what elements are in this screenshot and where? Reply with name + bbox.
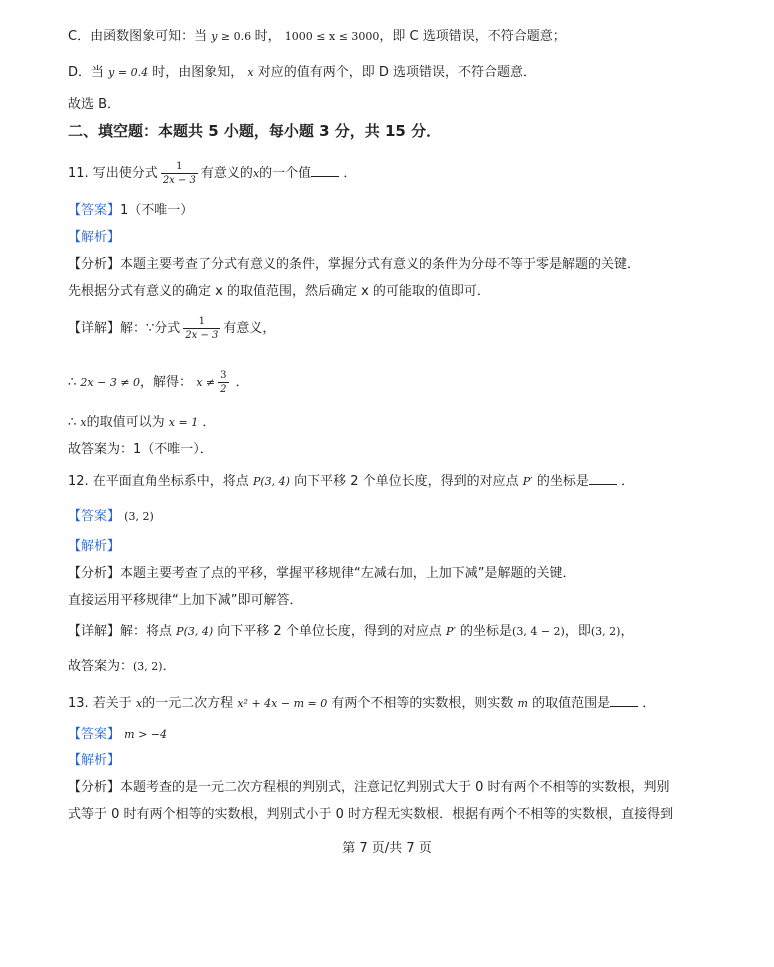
- q13-stem: [68, 694, 655, 713]
- text: 本题主要考查了分式有意义的条件，掌握分式有意义的条件为分母不等于零是解题的关键．: [120, 257, 641, 272]
- fraction-numerator: 1: [198, 316, 206, 327]
- text: 对应的值有两个，即 D 选项错误，不符合题意．: [257, 65, 537, 80]
- q12-analysis-tag: 【解析】: [68, 539, 121, 554]
- math-var: x: [80, 416, 87, 429]
- text: 解：∵分式: [120, 321, 181, 336]
- math-expr: x ≠: [196, 376, 216, 389]
- answer-tag: 【答案】: [68, 727, 121, 742]
- math-expr: ≥ 0.6: [217, 30, 255, 43]
- math-expr: (3, 2): [590, 625, 621, 638]
- text: 的取值范围是: [532, 696, 611, 711]
- q12-detail: [68, 623, 633, 641]
- fenxi-tag: 【分析】: [68, 257, 121, 272]
- math-var: x: [252, 167, 260, 180]
- fraction-denominator: 2x − 3: [162, 175, 196, 186]
- math-var: x: [247, 66, 254, 79]
- text: 的坐标是: [460, 624, 513, 639]
- text: ．: [162, 659, 176, 674]
- answer-value: 1（不唯一）: [120, 203, 194, 218]
- fraction: [218, 369, 228, 396]
- answer-value: m > −4: [124, 728, 168, 741]
- text: ，: [620, 624, 634, 639]
- text: 11. 写出使分式: [68, 166, 158, 181]
- text: 的坐标是: [536, 474, 589, 489]
- math-expr: (3, 2): [133, 660, 163, 673]
- text: 的一个值: [259, 166, 312, 181]
- text: 向下平移 2 个单位长度，得到的对应点: [294, 474, 519, 489]
- fenxi-tag: 【分析】: [68, 566, 121, 581]
- therefore-symbol: ∴: [68, 415, 77, 430]
- fraction: [161, 160, 198, 187]
- text: 本题主要考查了点的平移，掌握平移规律“左减右加，上加下减”是解题的关键．: [120, 566, 576, 581]
- q12-final: [68, 658, 176, 676]
- text: ．: [235, 375, 249, 390]
- text: ，即: [564, 624, 591, 639]
- math-var: m: [517, 697, 528, 710]
- math-expr: y = 0.4: [108, 66, 149, 79]
- math-expr: P(3, 4): [252, 475, 290, 488]
- math-expr: P′: [445, 625, 456, 638]
- math-expr: (3, 4 − 2): [512, 625, 565, 638]
- text: ，即 C 选项错误，不符合题意；: [379, 29, 566, 44]
- math-expr: x² + 4x − m = 0: [237, 697, 328, 710]
- math-expr: P(3, 4): [176, 625, 214, 638]
- text: 时，由图象知，: [152, 65, 244, 80]
- q13-analysis-tag: 【解析】: [68, 753, 121, 768]
- text: 本题考查的是一元二次方程根的判别式，注意记忆判别式大于 0 时有两个不相等的实数根，判别: [120, 780, 670, 795]
- text: ，解得：: [140, 375, 193, 390]
- answer-tag: 【答案】: [68, 203, 121, 218]
- q11-analysis-tag: 【解析】: [68, 230, 121, 245]
- fraction: [183, 315, 220, 342]
- fraction-denominator: 2: [220, 384, 227, 395]
- text: 解：将点: [120, 624, 173, 639]
- q11-answer: [68, 202, 193, 220]
- text: ．: [620, 474, 634, 489]
- page-footer: 第 7 页/共 7 页: [342, 841, 432, 856]
- q11-step2: [68, 414, 215, 432]
- text: ．: [642, 696, 656, 711]
- math-var: x: [135, 697, 143, 710]
- answer-tag: 【答案】: [68, 509, 121, 524]
- text: 的一元二次方程: [142, 696, 234, 711]
- q13-fenxi: [68, 779, 670, 797]
- answer-blank: [311, 164, 339, 177]
- fenxi-tag: 【分析】: [68, 780, 121, 795]
- math-expr: x = 1: [168, 416, 199, 429]
- answer-blank: [589, 472, 617, 485]
- text: ．: [202, 415, 216, 430]
- q12-fenxi2: 直接运用平移规律“上加下减”即可解答．: [68, 593, 303, 608]
- q11-stem: [68, 160, 356, 188]
- text: D．当: [68, 65, 105, 80]
- text: 时，: [254, 29, 281, 44]
- text: 向下平移 2 个单位长度，得到的对应点: [217, 624, 442, 639]
- q12-fenxi: [68, 565, 576, 583]
- q11-detail: [68, 313, 275, 345]
- fraction-numerator: 3: [220, 370, 227, 381]
- text: C．由函数图象可知：当: [68, 29, 208, 44]
- answer-value: (3, 2): [124, 510, 154, 523]
- text: 的取值可以为: [86, 415, 165, 430]
- q12-answer: [68, 508, 154, 526]
- text: 故答案为：: [68, 659, 134, 674]
- text: 有两个不相等的实数根，则实数: [331, 696, 514, 711]
- q11-step1: [68, 366, 249, 400]
- math-expr: 1000 ≤ x ≤ 3000: [284, 30, 380, 43]
- q11-final: 故答案为：1（不唯一）．: [68, 442, 213, 457]
- q11-fenxi: [68, 256, 640, 274]
- text: 13. 若关于: [68, 696, 132, 711]
- fraction-numerator: 1: [176, 161, 183, 172]
- math-expr: P′: [522, 475, 533, 488]
- q13-answer: [68, 726, 167, 744]
- answer-blank: [610, 694, 638, 707]
- detail-tag: 【详解】: [68, 321, 121, 336]
- math-var: y: [211, 30, 218, 43]
- text: ．: [343, 166, 357, 181]
- therefore-symbol: ∴: [68, 375, 77, 390]
- q11-fenxi2: 先根据分式有意义的确定 x 的取值范围，然后确定 x 的可能取的值即可．: [68, 284, 490, 299]
- option-c-line: [68, 28, 566, 46]
- q12-stem: [68, 472, 634, 491]
- choose-b-line: 故选 B．: [68, 97, 121, 112]
- text: 有意义的: [200, 166, 253, 181]
- option-d-line: [68, 64, 536, 82]
- text: 12. 在平面直角坐标系中，将点: [68, 474, 249, 489]
- section-title: 二、填空题：本题共 5 小题，每小题 3 分，共 15 分．: [68, 122, 442, 140]
- q13-fenxi2: 式等于 0 时有两个相等的实数根，判别式小于 0 时方程无实数根．根据有两个不相等的实数根，直接得到: [68, 807, 674, 822]
- math-expr: 2x − 3 ≠ 0: [80, 376, 141, 389]
- fraction-denominator: 2x − 3: [185, 330, 219, 341]
- detail-tag: 【详解】: [68, 624, 121, 639]
- text: 有意义，: [223, 321, 276, 336]
